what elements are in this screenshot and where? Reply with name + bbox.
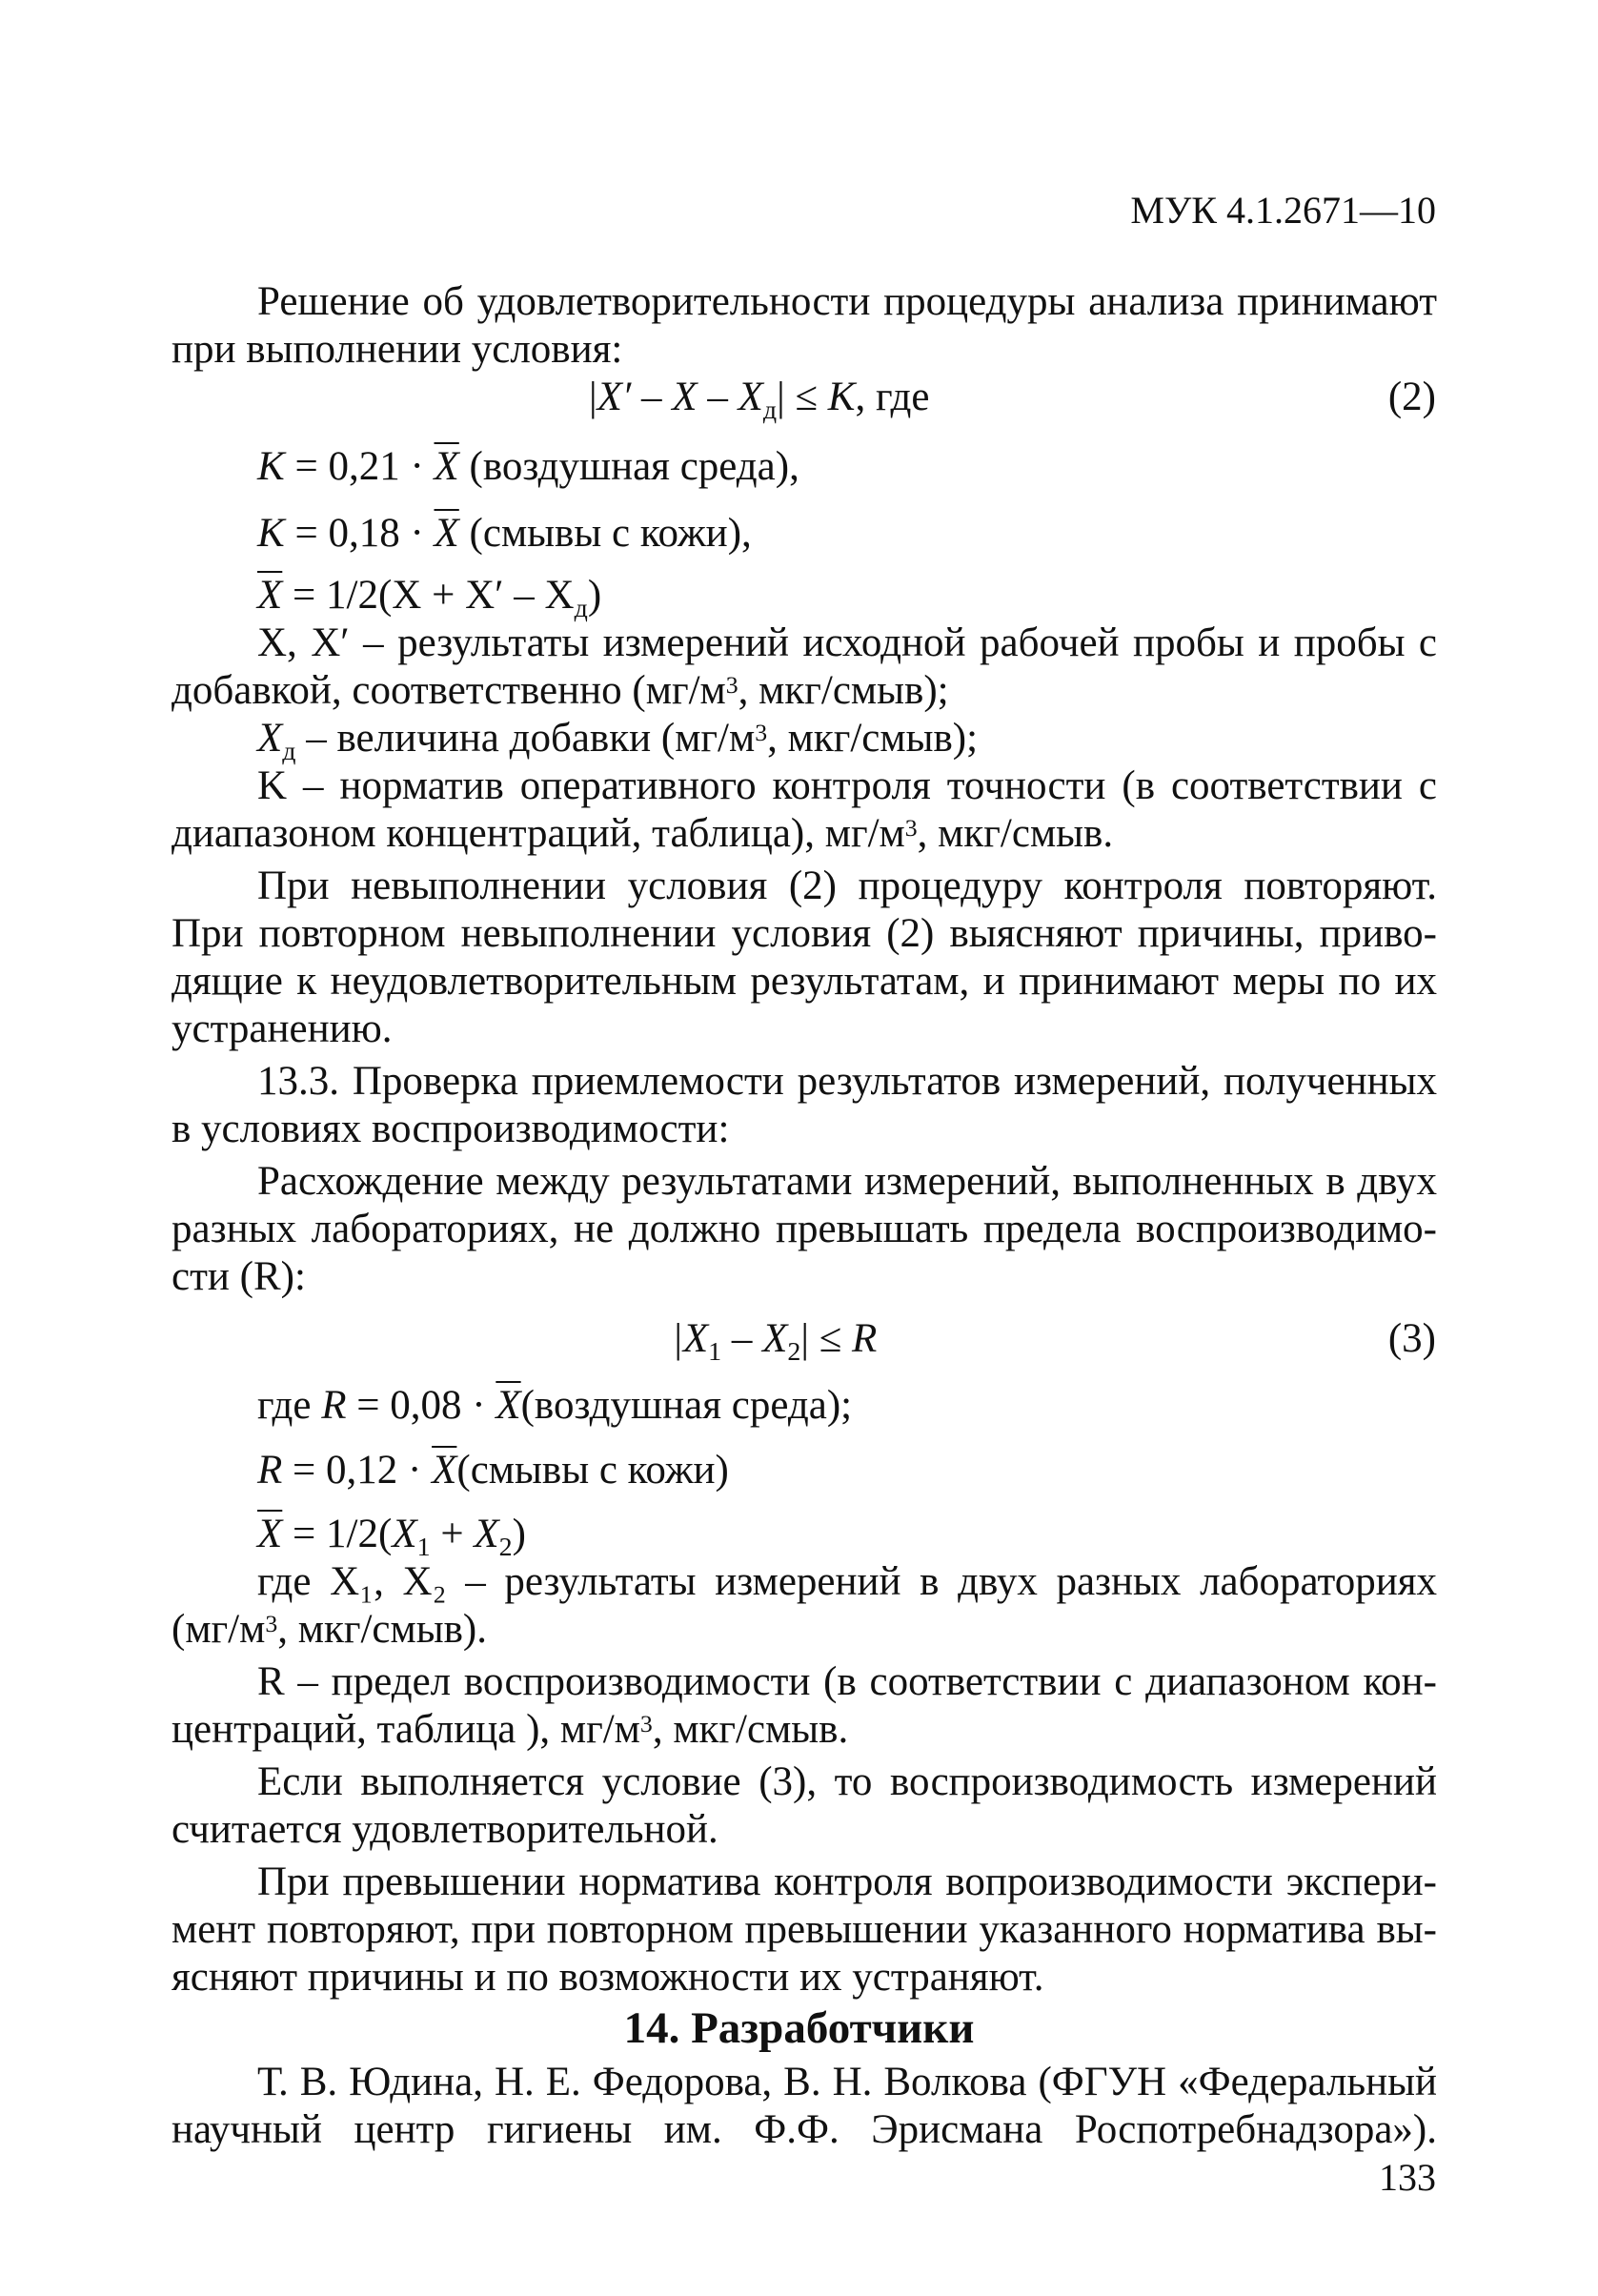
def-x-line1: X, X′ – результаты измерений исходной рабочей пробы и пробы с — [257, 620, 1437, 665]
para6-line2: мент повторяют, при повторном превышении указанного норматива вы- — [172, 1907, 1437, 1952]
equation-2: $|X' - X - X_д| \le K$, где — [589, 375, 930, 425]
k-skin-formula: $K = 0,18 \cdot \overline{X}$ (смывы с кожи), — [257, 511, 752, 556]
para5-line2: считается удовлетворительной. — [172, 1807, 718, 1852]
para1-line2: при выполнении условия: — [172, 327, 623, 372]
developers-line1: Т. В. Юдина, Н. Е. Федорова, В. Н. Волкова (ФГУН «Федеральный — [257, 2060, 1437, 2104]
para6-line3: ясняют причины и по возможности их устраняют. — [172, 1955, 1044, 2000]
xbar-formula-1: $\overline{X} = 1/2(X + X' - X_д)$ — [257, 573, 602, 623]
def-r-line2: центраций, таблица ), $мг/м^3$, мкг/смыв. — [172, 1707, 849, 1752]
para3-line1: 13.3. Проверка приемлемости результатов измерений, полученных — [257, 1059, 1437, 1104]
def-r-line1: R – предел воспроизводимости (в соответствии с диапазоном кон- — [257, 1659, 1437, 1704]
def-x12-line2: ($мг/м^3$, мкг/смыв). — [172, 1607, 487, 1652]
para3-line2: в условиях воспроизводимости: — [172, 1107, 730, 1151]
para4-line2: разных лабораториях, не должно превышать предела воспроизводимо- — [172, 1207, 1437, 1251]
def-x-line2: добавкой, соответственно ($мг/м^3$, мкг/смыв); — [172, 668, 949, 713]
para2-line1: При невыполнении условия (2) процедуру контроля повторяют. — [257, 864, 1437, 908]
def-k-line1: K – норматив оперативного контроля точности (в соответствии с — [257, 763, 1437, 808]
para5-line1: Если выполняется условие (3), то воспроизводимость измерений — [257, 1759, 1437, 1804]
def-xd: $X_д$ – величина добавки ($мг/м^3$, мкг/смыв); — [257, 716, 979, 766]
para6-line1: При превышении норматива контроля вопроизводимости экспери- — [257, 1859, 1437, 1904]
document-code: МУК 4.1.2671—10 — [1130, 189, 1436, 232]
xbar-formula-2: $\overline{X} = 1/2(X_1 + X_2)$ — [257, 1512, 526, 1562]
section-heading: 14. Разработчики — [623, 2003, 975, 2053]
r-air-formula: где $R = 0,08 \cdot \overline{X}(воздушная$ среда); — [257, 1383, 853, 1428]
equation-3: $|X_1 - X_2| \le R$ — [672, 1316, 878, 1367]
developers-line2: научный центр гигиены им. Ф.Ф. Эрисмана Роспотребнадзора»). — [172, 2107, 1437, 2152]
equation-3-number: (3) — [1387, 1316, 1436, 1361]
para4-line1: Расхождение между результатами измерений, выполненных в двух — [257, 1159, 1437, 1204]
para2-line4: устранению. — [172, 1006, 393, 1051]
def-k-line2: диапазоном концентраций, таблица), $мг/м^3$, мкг/смыв. — [172, 811, 1114, 856]
para2-line3: дящие к неудовлетворительным результатам, и принимают меры по их — [172, 959, 1437, 1004]
k-air-formula: $K = 0,21 \cdot \overline{X}$ (воздушная среда), — [257, 444, 799, 489]
def-x12-line1: где X₁, X₂ – результаты измерений в двух разных лабораториях — [257, 1559, 1437, 1604]
para4-line3: сти (R): — [172, 1254, 306, 1299]
para1-line1: Решение об удовлетворительности процедуры анализа принимают — [257, 279, 1437, 324]
para2-line2: При повторном невыполнении условия (2) выясняют причины, приво- — [172, 911, 1437, 956]
r-skin-formula: $R = 0,12 \cdot \overline{X}(смывы$ с кожи) — [257, 1448, 729, 1493]
page-number: 133 — [1379, 2156, 1436, 2199]
equation-2-number: (2) — [1387, 375, 1436, 419]
